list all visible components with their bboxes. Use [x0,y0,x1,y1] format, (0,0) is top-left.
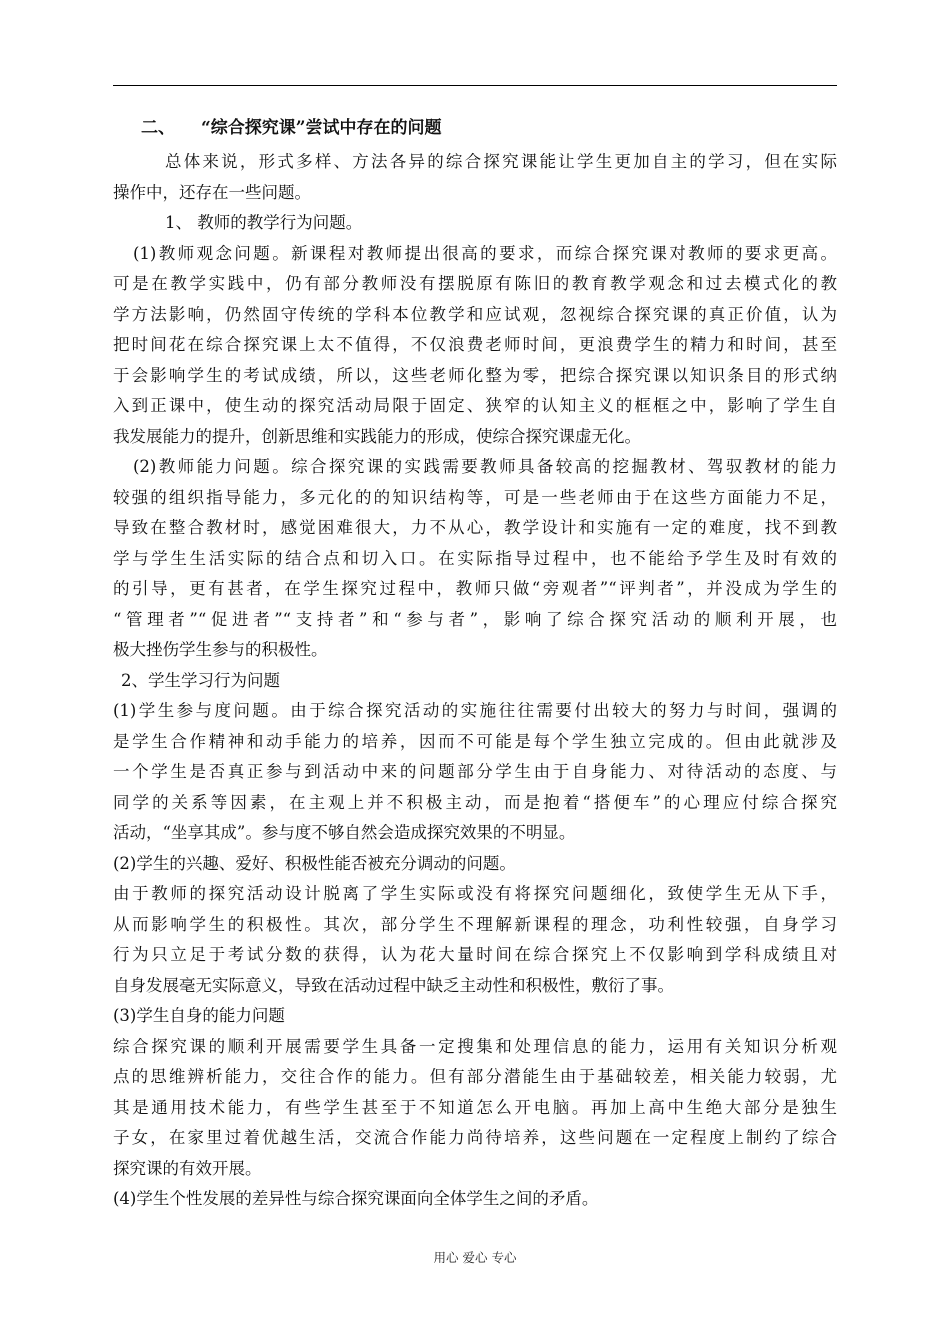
text-line: (2)学生的兴趣、爱好、积极性能否被充分调动的问题。 [113,853,516,873]
text-line: 把时间花在综合探究课上太不值得，不仅浪费老师时间，更浪费学生的精力和时间，甚至 [113,335,837,354]
text-line: 2、学生学习行为问题 [121,670,280,690]
text-line: 点的思维辨析能力，交往合作的能力。但有部分潜能生由于基础较差，相关能力较弱，尤 [113,1067,837,1086]
text-line: (1)教师观念问题。新课程对教师提出很高的要求，而综合探究课对教师的要求更高。 [133,243,837,263]
text-line: 1、 教师的教学行为问题。 [165,213,363,232]
text-line: “管理者”“促进者”“支持者”和“参与者”，影响了综合探究活动的顺利开展，也 [113,609,837,629]
text-line: 较强的组织指导能力，多元化的的知识结构等，可是一些老师由于在这些方面能力不足， [113,487,837,507]
text-line: 于会影响学生的考试成绩，所以，这些老师化整为零，把综合探究课以知识条目的形式纳 [113,365,837,385]
text-line: 可是在教学实践中，仍有部分教师没有摆脱原有陈旧的教育教学观念和过去模式化的教 [113,274,837,293]
text-line: 其是通用技术能力，有些学生甚至于不知道怎么开电脑。再加上高中生绝大部分是独生 [113,1097,837,1117]
text-line: 学方法影响，仍然固守传统的学科本位教学和应试观，忽视综合探究课的真正价值，认为 [113,304,837,324]
text-line: 活动，“坐享其成”。参与度不够自然会造成探究效果的不明显。 [113,823,576,842]
text-line: 一个学生是否真正参与到活动中来的问题部分学生由于自身能力、对待活动的态度、与 [113,762,837,781]
document-body [113,110,837,1215]
section-title: “综合探究课”尝试中存在的问题 [201,118,442,138]
text-line: 由于教师的探究活动设计脱离了学生实际或没有将探究问题细化，致使学生无从下手， [113,884,837,903]
text-line: 同学的关系等因素，在主观上并不积极主动，而是抱着“搭便车”的心理应付综合探究 [113,792,837,812]
text-line: 入到正课中，使生动的探究活动局限于固定、狭窄的认知主义的框框之中，影响了学生自 [113,396,837,415]
text-line: 行为只立足于考试分数的获得，认为花大量时间在综合探究上不仅影响到学科成绩且对 [113,945,837,964]
text-line: (4)学生个性发展的差异性与综合探究课面向全体学生之间的矛盾。 [113,1189,599,1208]
text-line: (2)教师能力问题。综合探究课的实践需要教师具备较高的挖掘教材、驾驭教材的能力 [133,457,837,476]
text-line: 操作中，还存在一些问题。 [113,182,311,202]
header-rule [113,85,837,86]
text-line: 学与学生生活实际的结合点和切入口。在实际指导过程中，也不能给予学生及时有效的 [113,548,837,568]
text-line: 是学生合作精神和动手能力的培养，因而不可能是每个学生独立完成的。但由此就涉及 [113,731,837,751]
text-line: 从而影响学生的积极性。其次，部分学生不理解新课程的理念，功利性较强，自身学习 [113,914,837,934]
body-text [113,147,837,1215]
section-heading [113,110,837,147]
text-line: 总体来说，形式多样、方法各异的综合探究课能让学生更加自主的学习，但在实际 [165,152,837,171]
text-line: 导致在整合教材时，感觉困难很大，力不从心，教学设计和实施有一定的难度，找不到教 [113,518,837,537]
text-line: (3)学生自身的能力问题 [113,1006,285,1025]
text-line: (1)学生参与度问题。由于综合探究活动的实施往往需要付出较大的努力与时间，强调的 [113,701,837,720]
text-line: 自身发展毫无实际意义，导致在活动过程中缺乏主动性和积极性，敷衍了事。 [113,975,674,995]
text-line: 子女，在家里过着优越生活，交流合作能力尚待培养，这些问题在一定程度上制约了综合 [113,1128,837,1147]
text-line: 探究课的有效开展。 [113,1158,262,1178]
page-footer: 用心 爱心 专心 [433,1250,517,1265]
section-number: 二、 [141,118,175,138]
text-line: 综合探究课的顺利开展需要学生具备一定搜集和处理信息的能力，运用有关知识分析观 [113,1036,837,1056]
text-line: 的引导，更有甚者，在学生探究过程中，教师只做“旁观者”“评判者”，并没成为学生的 [113,579,837,598]
text-line: 极大挫伤学生参与的积极性。 [113,640,328,659]
text-line: 我发展能力的提升，创新思维和实践能力的形成，使综合探究课虚无化。 [113,426,641,446]
